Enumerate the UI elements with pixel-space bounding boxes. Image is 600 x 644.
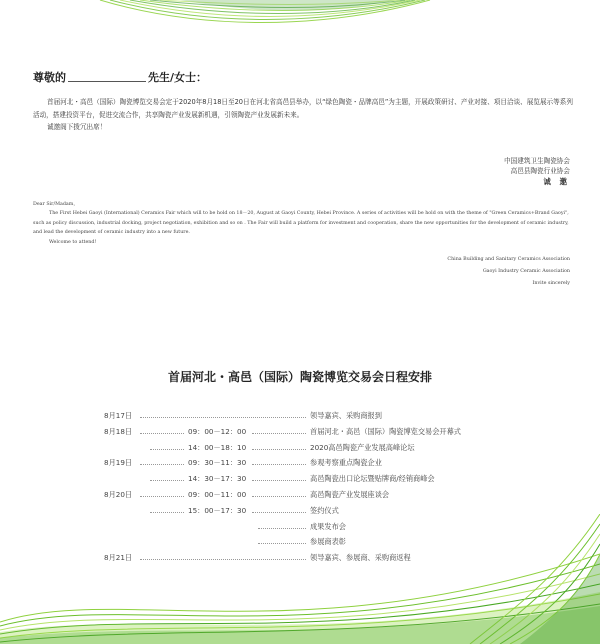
leader-line <box>150 480 184 481</box>
schedule-title: 首届河北・高邑（国际）陶瓷博览交易会日程安排 <box>167 370 432 384</box>
leader-line <box>252 433 306 434</box>
english-welcome: Welcome to attend! <box>49 239 97 245</box>
leader-line <box>140 559 306 560</box>
leader-line <box>150 512 184 513</box>
schedule-date: 8月21日 <box>104 553 133 563</box>
name-blank <box>68 81 146 82</box>
english-paragraph: The First Hebei Gaoyi (International) Ceramics Fair which will to be hold on 18－20, August at Gaoyi County, Hebei Province. A series of activities will be hold on with the theme of "Green Ceramics+Brand Gaoyi", such as policy discussion, industrial docking, project negotiation, exhibition and so on . The Fair will build a platform for investment and cooperation, share the new opportunities for the development of ceramic industry, and lead the development of ceramic industry into a new future. <box>33 211 569 236</box>
leader-line <box>252 512 306 513</box>
schedule-date: 8月19日 <box>104 458 133 468</box>
schedule-event: 领导嘉宾、参展商、采购商返程 <box>310 553 411 563</box>
english-signatory-2: Gaoyi Industry Ceramic Association <box>482 269 570 274</box>
schedule-time: 09：00－11：00 <box>188 490 247 499</box>
schedule-time: 09：00－12：00 <box>188 426 247 436</box>
schedule-event: 签约仪式 <box>310 505 339 515</box>
schedule-date: 8月17日 <box>104 411 133 420</box>
english-signatory-1: China Building and Sanitary Ceramics Association <box>447 257 570 262</box>
chinese-letter-body <box>33 96 573 134</box>
leader-line <box>252 496 306 497</box>
schedule-row <box>0 487 600 501</box>
leader-line <box>258 543 306 544</box>
english-signature <box>447 254 570 290</box>
english-invite: Invite sincerely <box>532 281 570 286</box>
signatory-2: 高邑县陶瓷行业协会 <box>510 167 570 175</box>
leader-line <box>252 464 306 465</box>
schedule-event: 参观考察重点陶瓷企业 <box>310 458 382 468</box>
invite-text: 诚 邀 <box>543 177 570 186</box>
greeting-prefix: 尊敬的 <box>33 71 66 84</box>
leader-line <box>140 417 306 418</box>
schedule-row <box>0 519 600 533</box>
schedule-row <box>0 534 600 548</box>
schedule-event: 首届河北・高邑（国际）陶瓷博览交易会开幕式 <box>310 426 461 436</box>
chinese-paragraph: 首届河北・高邑（国际）陶瓷博览交易会定于2020年8月18日至20日在河北省高邑县举办，以“绿色陶瓷・品牌高邑”为主题，开展政策研讨、产业对接、项目洽谈、展览展示等系列活动，搭建投资平台，促进交流合作，共享陶瓷产业发展新机遇，引领陶瓷产业发展新未来。 <box>33 98 573 119</box>
chinese-welcome: 诚邀阁下拨冗出席！ <box>47 123 107 131</box>
schedule-time: 09：30－11：30 <box>188 458 247 468</box>
schedule-event: 成果发布会 <box>310 521 346 531</box>
leader-line <box>258 528 306 529</box>
decorative-wave-top <box>0 0 600 70</box>
schedule-row <box>0 440 600 454</box>
schedule-row <box>0 408 600 422</box>
schedule-row <box>0 455 600 469</box>
schedule-date: 8月18日 <box>104 426 133 436</box>
signatory-1: 中国建筑卫生陶瓷协会 <box>504 157 570 165</box>
schedule-event: 领导嘉宾、采购商报到 <box>310 411 382 420</box>
greeting-suffix: 先生/女士： <box>148 71 208 84</box>
schedule-row <box>0 550 600 564</box>
leader-line <box>252 480 306 481</box>
leader-line <box>150 449 184 450</box>
schedule-event: 参展商表彰 <box>310 537 346 547</box>
english-salutation: Dear Sir/Madam， <box>33 202 79 207</box>
schedule-time: 14：00－18：10 <box>188 442 247 452</box>
schedule-date: 8月20日 <box>104 490 133 499</box>
schedule-time: 15：00－17：30 <box>188 505 247 515</box>
leader-line <box>140 496 184 497</box>
greeting-line <box>33 69 207 85</box>
schedule-event: 高邑陶瓷出口论坛暨贴牌商/经销商峰会 <box>310 474 435 484</box>
leader-line <box>140 433 184 434</box>
leader-line <box>140 464 184 465</box>
schedule-event: 高邑陶瓷产业发展座谈会 <box>310 490 390 499</box>
schedule-time: 14：30－17：30 <box>188 474 247 484</box>
leader-line <box>252 449 306 450</box>
schedule-event: 2020高邑陶瓷产业发展高峰论坛 <box>310 442 415 452</box>
english-letter-body <box>33 200 578 247</box>
schedule-row <box>0 503 600 517</box>
schedule-row <box>0 471 600 485</box>
schedule-row <box>0 424 600 438</box>
chinese-signature <box>504 156 570 187</box>
